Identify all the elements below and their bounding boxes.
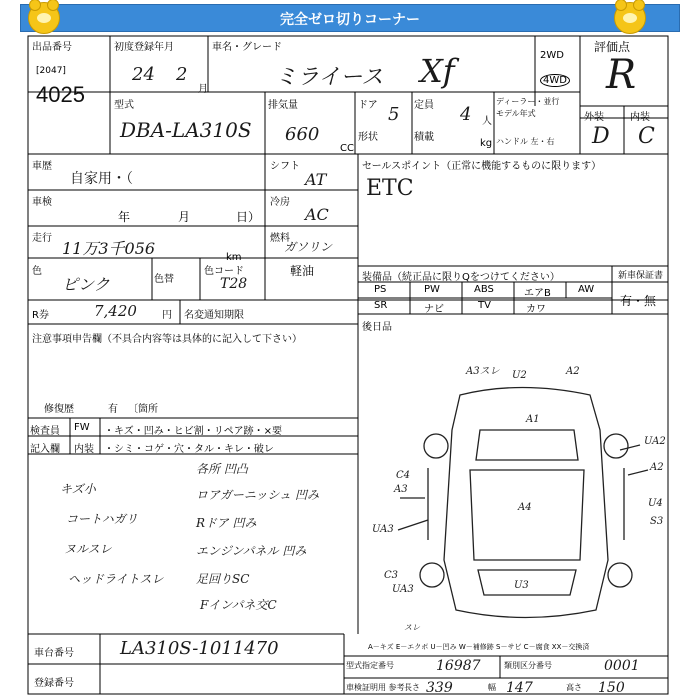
label-person: 人 xyxy=(482,116,492,127)
sales-point-value: ETC xyxy=(366,176,414,201)
mark-u4: U4 xyxy=(648,498,663,509)
length-value: 339 xyxy=(426,680,453,696)
label-height: 高さ xyxy=(566,683,582,692)
legend: A－キズ E－エクボ U－凹み W－補修跡 S－サビ C－腐食 XX－交換済 xyxy=(368,643,590,651)
equip-aw: AW xyxy=(578,284,595,295)
history-value: 自家用・（ xyxy=(70,171,133,187)
exterior-value: D xyxy=(592,124,610,149)
equip-airbag: エアB xyxy=(524,288,551,299)
car-name-value: ミライース xyxy=(275,65,384,90)
label-model: 型式 xyxy=(114,100,134,111)
label-car-name: 車名・グレード xyxy=(212,42,282,53)
mark-s3: S3 xyxy=(650,516,664,527)
label-cc: CC xyxy=(340,143,354,154)
note-right-3: Rドア 凹み xyxy=(196,516,257,530)
label-dealer: ディーラー・並行 xyxy=(496,97,560,106)
mark-scuff: スレ xyxy=(404,623,420,632)
equip-tv: TV xyxy=(478,300,491,311)
label-exterior: 外装 xyxy=(584,112,604,123)
label-2wd: 2WD xyxy=(540,50,564,61)
label-inspector: 検査員 xyxy=(30,426,60,437)
mark-a3-side: A3 xyxy=(394,484,408,495)
equip-navi: ナビ xyxy=(424,304,444,315)
label-score: 評価点 xyxy=(594,40,631,54)
first-reg-month: 2 xyxy=(176,64,188,85)
label-month: 月 xyxy=(198,84,208,95)
note-left-2: コートハガリ xyxy=(66,512,138,526)
label-history: 車歴 xyxy=(32,161,52,172)
label-4wd: 4WD xyxy=(540,74,570,87)
label-notes: 注意事項申告欄（不具合内容等は具体的に記入して下さい） xyxy=(32,334,302,345)
label-chassis-no: 車台番号 xyxy=(34,648,74,659)
label-class-no: 類別区分番号 xyxy=(504,661,552,670)
label-new-car-warranty: 新車保証書 xyxy=(618,271,664,281)
label-model-spec: 型式指定番号 xyxy=(346,661,394,670)
label-displacement: 排気量 xyxy=(268,100,298,111)
label-entry: 記入欄 xyxy=(30,444,60,455)
lot-number: 4025 xyxy=(36,82,85,107)
mark-ua2: UA2 xyxy=(644,436,666,447)
score-value: R xyxy=(606,52,637,98)
mileage-value: 11万3千056 xyxy=(62,239,156,258)
chassis-value: LA310S-1011470 xyxy=(120,638,279,659)
header-title: 完全ゼロ切りコーナー xyxy=(280,12,420,28)
mark-u3: U3 xyxy=(514,580,529,591)
shift-value: AT xyxy=(305,170,327,189)
label-day: 日） xyxy=(236,210,261,224)
label-model-year: モデル年式 xyxy=(496,109,536,118)
label-sales-point: セールスポイント（正常に機能するものに限ります） xyxy=(362,161,602,172)
label-shape: 形状 xyxy=(358,132,378,143)
label-cooler: 冷房 xyxy=(270,197,290,208)
label-interior-row: 内装 xyxy=(74,444,94,455)
label-km: km xyxy=(226,252,242,263)
recycle-value: 7,420 xyxy=(94,302,137,320)
label-equipment: 装備品（続正品に限りQをつけてください） xyxy=(362,272,560,283)
cooler-value: AC xyxy=(305,205,329,224)
mark-a2-side: A2 xyxy=(650,462,664,473)
color-value: ピンク xyxy=(62,275,110,294)
label-mileage: 走行 xyxy=(32,233,52,244)
label-repair-history: 修復歴 xyxy=(44,404,74,415)
interior-items: ・シミ・コゲ・穴・タル・キレ・破レ xyxy=(104,444,274,455)
class-no-value: 0001 xyxy=(604,658,640,674)
label-width: 幅 xyxy=(488,683,496,692)
label-shift: シフト xyxy=(270,161,300,172)
first-reg-year: 24 xyxy=(132,64,155,85)
door-value: 5 xyxy=(388,104,400,125)
label-length: 長さ xyxy=(404,683,420,692)
label-yen: 円 xyxy=(162,310,172,321)
mark-ua3-bottom: UA3 xyxy=(392,584,414,595)
mark-u2: U2 xyxy=(512,370,527,381)
fuel-light-value: 軽油 xyxy=(290,264,315,278)
label-lot-no: 出品番号 xyxy=(32,42,72,53)
label-capacity: 定員 xyxy=(414,100,434,111)
label-color-code: 色コード xyxy=(204,266,244,277)
warranty-value: 有・無 xyxy=(620,294,657,308)
label-year: 年 xyxy=(118,210,131,224)
equip-ps: PS xyxy=(374,284,387,295)
fw-items: ・キズ・凹み・ヒビ割・リペア跡・×要 xyxy=(104,426,282,437)
height-value: 150 xyxy=(598,680,625,696)
width-value: 147 xyxy=(506,680,533,696)
model-spec-value: 16987 xyxy=(436,658,481,674)
note-right-5: 足回りSC xyxy=(196,572,250,586)
note-right-6: Fインパネ交C xyxy=(200,598,277,612)
label-interior: 内装 xyxy=(630,112,650,123)
label-reg-no: 登録番号 xyxy=(34,678,74,689)
label-inspection: 車検 xyxy=(32,197,52,208)
mark-a3: A3スレ xyxy=(466,366,500,377)
label-handle: ハンドル 左・右 xyxy=(496,137,555,146)
interior-value: C xyxy=(638,124,655,149)
label-recycle: R券 xyxy=(32,310,49,321)
label-load: 積載 xyxy=(414,132,434,143)
mark-a4: A4 xyxy=(518,502,532,513)
label-kg: kg xyxy=(480,138,493,149)
fuel-gas-value: ガソリン xyxy=(284,240,333,254)
repair-value: 有 xyxy=(108,404,118,415)
equip-leather: カワ xyxy=(526,304,546,315)
mark-c4: C4 xyxy=(396,470,411,481)
color-code-value: T28 xyxy=(220,276,248,292)
equip-pw: PW xyxy=(424,284,440,295)
label-reg-length: 車検証明用 参考 xyxy=(346,683,405,692)
label-name-change: 名変通知期限 xyxy=(184,310,244,321)
note-right-4: エンジンパネル 凹み xyxy=(196,544,307,558)
mark-c3: C3 xyxy=(384,570,399,581)
label-color-change: 色替 xyxy=(154,274,174,285)
equip-abs: ABS xyxy=(474,284,494,295)
note-right-1: 各所 凹凸 xyxy=(196,462,248,476)
grade-value: Xf xyxy=(420,52,455,90)
label-later-date: 後日品 xyxy=(362,322,392,333)
label-fw: FW xyxy=(74,422,90,433)
lot-code: [2047] xyxy=(36,66,66,76)
note-right-2: ロアガーニッシュ 凹み xyxy=(196,488,319,502)
note-left-1: キズ小 xyxy=(60,482,96,496)
note-left-3: ヌルスレ xyxy=(64,542,112,556)
model-value: DBA-LA310S xyxy=(120,118,252,142)
label-month-2: 月 xyxy=(178,210,191,224)
label-first-reg: 初度登録年月 xyxy=(114,42,174,53)
mark-ua3: UA3 xyxy=(372,524,394,535)
label-repair-location: 〔箇所 xyxy=(128,404,158,415)
mark-a1: A1 xyxy=(526,414,540,425)
label-door: ドア xyxy=(358,100,378,111)
note-left-4: ヘッドライトスレ xyxy=(68,572,164,586)
displacement-value: 660 xyxy=(285,124,320,145)
label-fuel: 燃料 xyxy=(270,233,290,244)
mark-a2-top: A2 xyxy=(566,366,580,377)
equip-sr: SR xyxy=(374,300,388,311)
capacity-value: 4 xyxy=(460,104,472,125)
label-color: 色 xyxy=(32,266,42,277)
